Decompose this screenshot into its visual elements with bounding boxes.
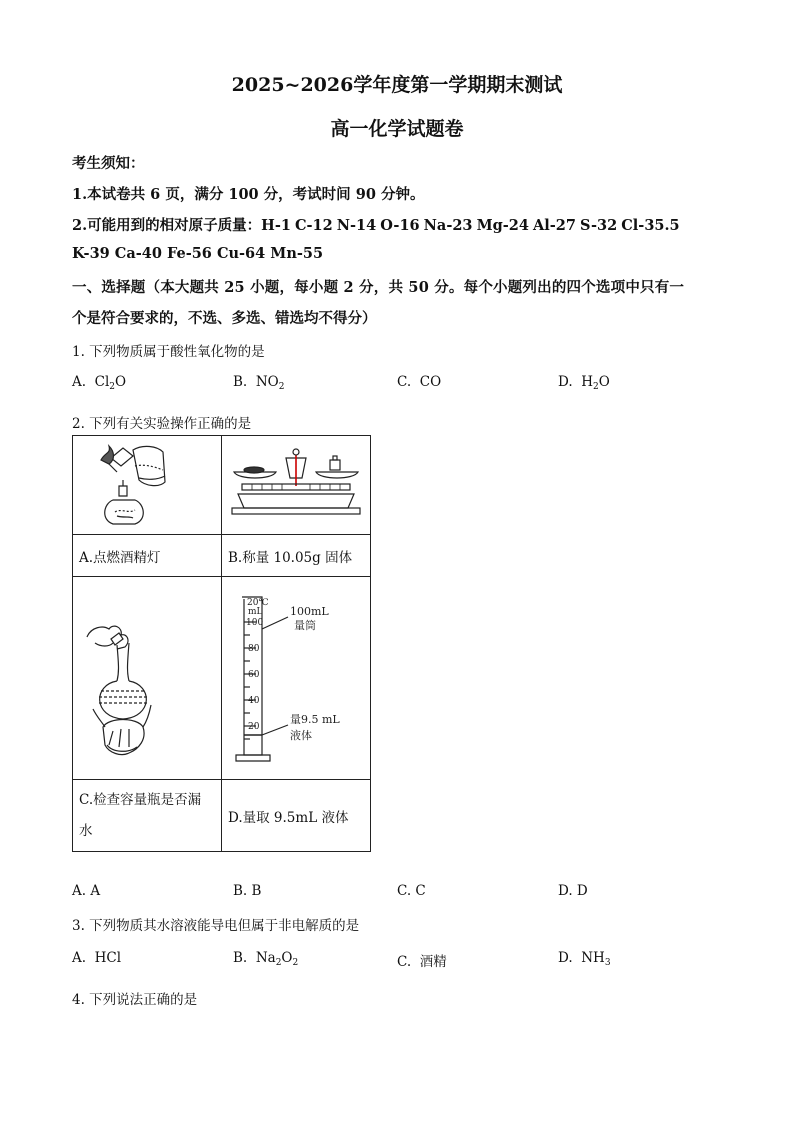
cell-image-d bbox=[222, 577, 371, 780]
formula-subscript: 3 bbox=[604, 958, 611, 968]
caption-a: A.点燃酒精灯 bbox=[73, 535, 222, 577]
notice-heading: 考生须知： bbox=[72, 155, 145, 172]
cell-image-a bbox=[73, 436, 222, 535]
graduated-cylinder-illustration bbox=[222, 577, 370, 775]
formula-part: O bbox=[115, 374, 127, 390]
formula-part: Cl bbox=[94, 374, 110, 390]
formula-part: O bbox=[281, 950, 293, 966]
question-1-stem: 1. 下列物质属于酸性氧化物的是 bbox=[72, 344, 265, 360]
tick-label-100: 100 bbox=[246, 618, 264, 628]
cylinder-label-volume: 量9.5 mL bbox=[290, 713, 340, 726]
option-label: A. bbox=[72, 950, 87, 966]
caption-c-line-2: 水 bbox=[79, 822, 93, 839]
question-1-option-c[interactable] bbox=[397, 374, 441, 390]
formula-part: NH bbox=[581, 950, 605, 966]
exam-title: 2025~2026学年度第一学期期末测试 bbox=[231, 74, 563, 96]
formula-part: H bbox=[581, 374, 594, 390]
notice-line-2: 2.可能用到的相对原子质量：H-1 C-12 N-14 O-16 Na-23 Mg-24 Al-27 S-32 Cl-35.5 bbox=[72, 217, 680, 234]
caption-c-line-1: C.检查容量瓶是否漏 bbox=[79, 791, 202, 808]
question-4-stem: 4. 下列说法正确的是 bbox=[72, 992, 198, 1008]
balance-scale-illustration bbox=[222, 436, 370, 530]
caption-d: D.量取 9.5mL 液体 bbox=[222, 780, 371, 852]
tick-label-80: 80 bbox=[248, 644, 260, 654]
alcohol-lamp-lighting-illustration bbox=[73, 436, 221, 530]
formula-subscript: 2 bbox=[109, 382, 116, 392]
question-3-option-b[interactable] bbox=[233, 950, 298, 968]
question-3-option-a[interactable] bbox=[72, 950, 121, 966]
experiment-table bbox=[72, 435, 371, 852]
question-3-stem: 3. 下列物质其水溶液能导电但属于非电解质的是 bbox=[72, 918, 360, 934]
question-2-option-a[interactable]: A. A bbox=[72, 883, 101, 899]
tick-label-20: 20 bbox=[248, 722, 260, 732]
option-label: C. bbox=[397, 954, 412, 970]
exam-subtitle: 高一化学试题卷 bbox=[330, 118, 464, 140]
formula-part: O bbox=[598, 374, 610, 390]
tick-label-60: 60 bbox=[248, 670, 260, 680]
question-1-option-d[interactable] bbox=[558, 374, 610, 392]
formula-part: 酒精 bbox=[419, 954, 447, 970]
cell-image-b bbox=[222, 436, 371, 535]
question-1-option-a[interactable] bbox=[72, 374, 126, 392]
option-label: A. bbox=[72, 374, 87, 390]
option-label: D. bbox=[558, 950, 573, 966]
cylinder-label-name: 量筒 bbox=[294, 619, 316, 632]
question-2-option-d[interactable]: D. D bbox=[558, 883, 588, 899]
caption-b: B.称量 10.05g 固体 bbox=[222, 535, 371, 577]
option-label: D. bbox=[558, 374, 573, 390]
formula-subscript: 2 bbox=[593, 382, 599, 392]
formula-subscript: 2 bbox=[275, 958, 282, 968]
notice-line-1: 1.本试卷共 6 页，满分 100 分，考试时间 90 分钟。 bbox=[72, 186, 425, 203]
formula-subscript: 2 bbox=[292, 958, 299, 968]
formula-part: HCl bbox=[94, 950, 122, 966]
option-label: B. bbox=[233, 374, 248, 390]
question-2-option-c[interactable]: C. C bbox=[397, 883, 426, 899]
section-heading-line-1: 一、选择题（本大题共 25 小题，每小题 2 分，共 50 分。每个小题列出的四个选项中只有一 bbox=[72, 279, 685, 296]
question-2-stem: 2. 下列有关实验操作正确的是 bbox=[72, 416, 252, 432]
formula-part: Na bbox=[255, 950, 276, 966]
question-2-option-b[interactable]: B. B bbox=[233, 883, 262, 899]
volumetric-flask-illustration bbox=[73, 577, 221, 775]
notice-line-3: K-39 Ca-40 Fe-56 Cu-64 Mn-55 bbox=[72, 245, 324, 262]
cylinder-label-liquid: 液体 bbox=[290, 729, 312, 742]
question-3-option-d[interactable] bbox=[558, 950, 611, 968]
tick-label-40: 40 bbox=[248, 696, 260, 706]
caption-c bbox=[73, 780, 222, 852]
option-label: B. bbox=[233, 950, 248, 966]
option-label: C. bbox=[397, 374, 412, 390]
cell-image-c bbox=[73, 577, 222, 780]
question-3-option-c[interactable] bbox=[397, 950, 447, 970]
section-heading-line-2: 个是符合要求的，不选、多选、错选均不得分） bbox=[72, 310, 377, 327]
cylinder-label-capacity: 100mL bbox=[290, 605, 329, 618]
cylinder-temp: 20℃ bbox=[247, 598, 269, 608]
formula-part: CO bbox=[419, 374, 442, 390]
cylinder-unit: mL bbox=[248, 607, 263, 617]
formula-subscript: 2 bbox=[278, 382, 285, 392]
formula-part: NO bbox=[255, 374, 279, 390]
question-1-option-b[interactable] bbox=[233, 374, 284, 392]
